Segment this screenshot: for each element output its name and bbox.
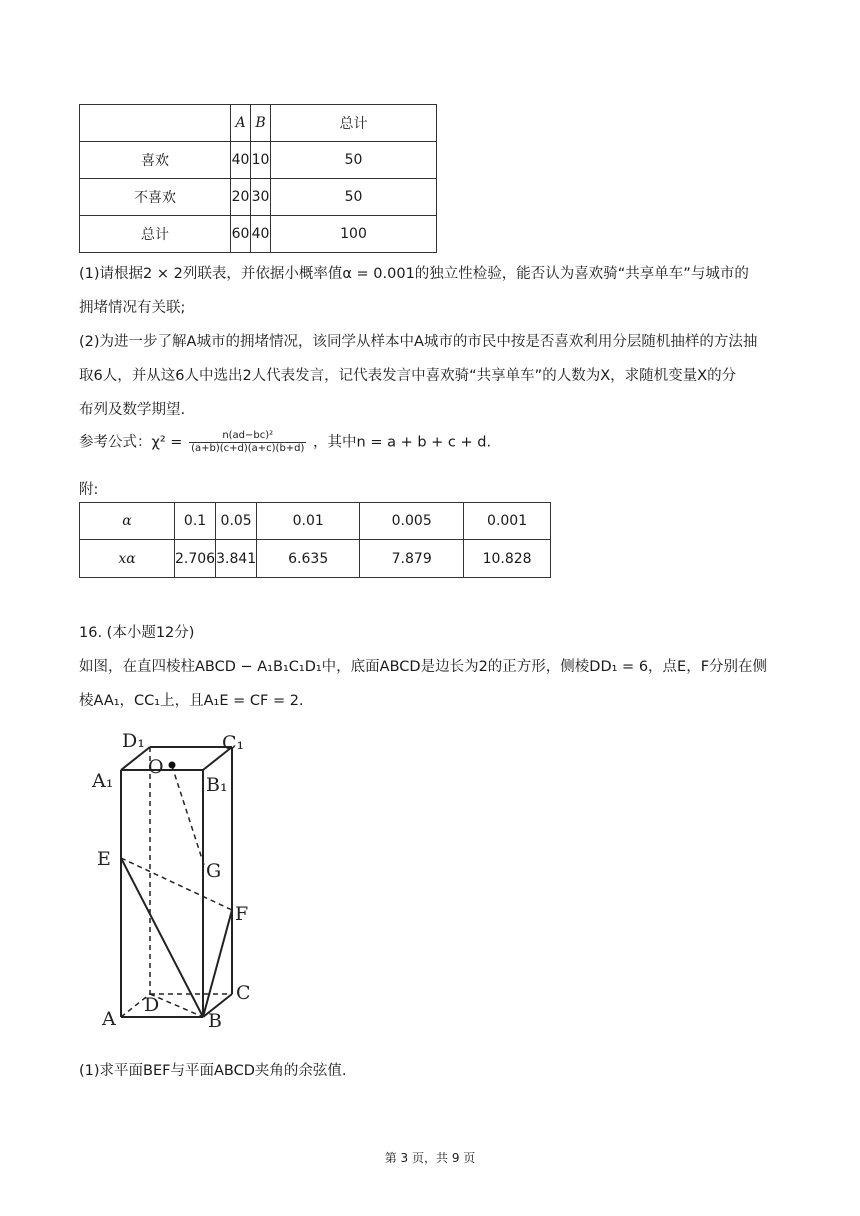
label-B1: B₁: [206, 774, 228, 796]
reference-formula: [79, 430, 491, 455]
table-cell: 100: [271, 216, 437, 253]
critical-value-table: [79, 502, 551, 578]
label-E: E: [97, 848, 111, 870]
formula-fraction: [189, 430, 306, 455]
table-cell: 7.879: [360, 540, 464, 578]
label-A: A: [102, 1008, 116, 1030]
formula-prefix: 参考公式：χ² =: [79, 434, 183, 451]
table-cell: xα: [80, 540, 175, 578]
table-cell: 0.05: [216, 503, 257, 540]
formula-denominator: (a+b)(c+d)(a+c)(b+d): [191, 443, 305, 454]
table-cell: 0.005: [360, 503, 464, 540]
prism-figure: [80, 725, 280, 1040]
table-cell: 总计: [80, 216, 231, 253]
table-header-cell: B: [251, 105, 271, 142]
table-cell: 50: [271, 142, 437, 179]
question-1-line: 拥堵情况有关联;: [79, 300, 186, 316]
label-O: O: [148, 756, 164, 778]
table-cell: 0.01: [257, 503, 360, 540]
label-F: F: [235, 903, 249, 925]
page-footer: 第 3 页，共 9 页: [384, 1151, 476, 1165]
label-D1: D₁: [122, 730, 145, 752]
question-2-line: 布列及数学期望.: [79, 402, 186, 418]
table-cell: 6.635: [257, 540, 360, 578]
formula-numerator: n(ad−bc)²: [189, 430, 306, 443]
contingency-table: [79, 104, 437, 253]
table-cell: 30: [251, 179, 271, 216]
table-cell: 0.1: [175, 503, 216, 540]
problem-16-question-1: (1)求平面BEF与平面ABCD夹角的余弦值.: [79, 1063, 347, 1079]
question-2-line: 取6人，并从这6人中选出2人代表发言，记代表发言中喜欢骑“共享单车”的人数为X，求随机变量X的分: [79, 368, 737, 384]
table-cell: α: [80, 503, 175, 540]
problem-16-line: 棱AA₁，CC₁上，且A₁E = CF = 2.: [79, 693, 304, 709]
table-cell: 2.706: [175, 540, 216, 578]
label-B: B: [208, 1010, 222, 1032]
table-cell: 不喜欢: [80, 179, 231, 216]
problem-16-line: 如图，在直四棱柱ABCD − A₁B₁C₁D₁中，底面ABCD是边长为2的正方形，侧棱DD₁ = 6，点E，F分别在侧: [79, 659, 768, 675]
label-C: C: [236, 982, 251, 1004]
appendix-label: 附:: [79, 482, 99, 498]
problem-16-heading: 16. (本小题12分): [79, 625, 195, 641]
formula-suffix: ，其中n = a + b + c + d.: [313, 434, 492, 451]
segment-F-B: [203, 910, 232, 1017]
label-D: D: [144, 994, 160, 1016]
table-cell: 40: [251, 216, 271, 253]
table-cell: 20: [231, 179, 251, 216]
table-cell: 10.828: [464, 540, 551, 578]
label-C1: C₁: [222, 732, 245, 754]
table-header-cell: A: [231, 105, 251, 142]
table-cell: 喜欢: [80, 142, 231, 179]
table-cell: 60: [231, 216, 251, 253]
question-2-line: (2)为进一步了解A城市的拥堵情况，该同学从样本中A城市的市民中按是否喜欢利用分层随机抽样的方法抽: [79, 334, 758, 350]
table-cell: 40: [231, 142, 251, 179]
segment-O-G: [172, 766, 204, 865]
table-header-cell: 总计: [271, 105, 437, 142]
table-cell: 0.001: [464, 503, 551, 540]
point-O-marker: [169, 762, 176, 769]
question-1-line: (1)请根据2 × 2列联表，并依据小概率值α = 0.001的独立性检验，能否认为喜欢骑“共享单车”与城市的: [79, 266, 749, 282]
segment-E-B: [121, 858, 203, 1017]
label-A1: A₁: [92, 770, 114, 792]
label-G: G: [206, 860, 222, 882]
table-cell: 10: [251, 142, 271, 179]
table-cell: 50: [271, 179, 437, 216]
table-cell: 3.841: [216, 540, 257, 578]
table-header-cell: [80, 105, 231, 142]
